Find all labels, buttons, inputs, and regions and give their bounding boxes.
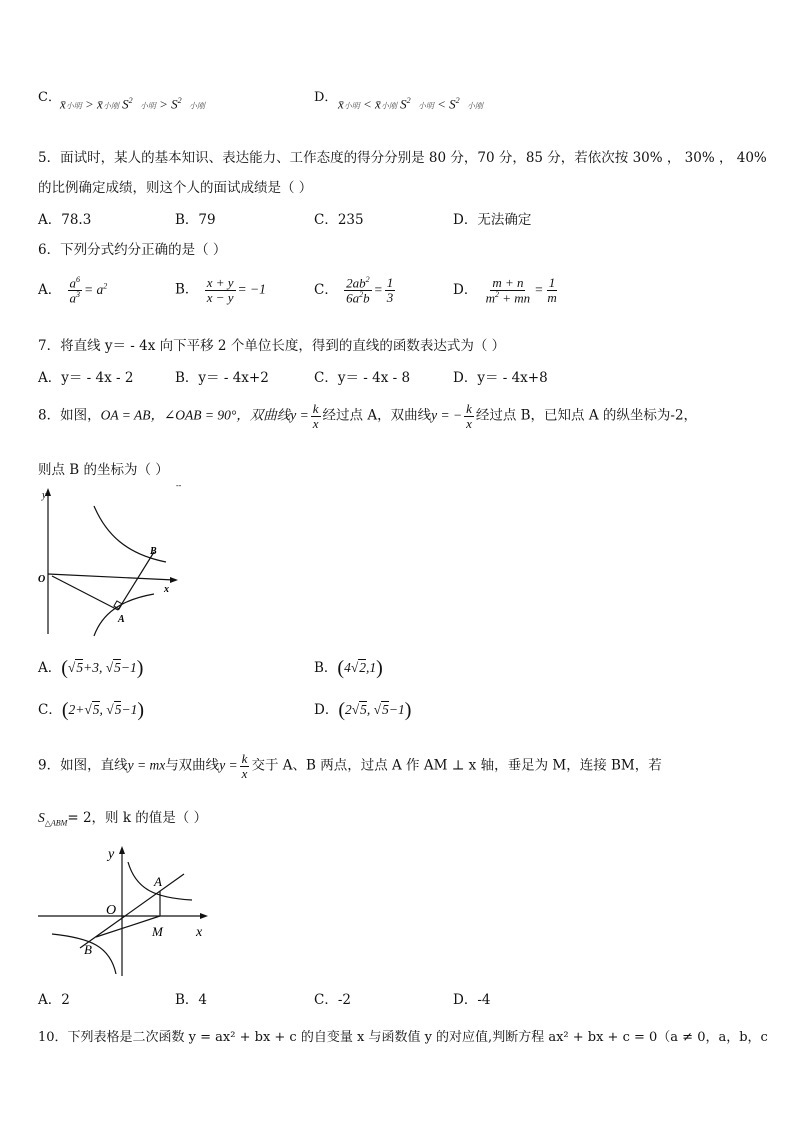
- q7-option-a: A．y＝ - 4x - 2: [38, 370, 134, 386]
- svg-text:B: B: [150, 546, 157, 557]
- svg-text:O: O: [106, 903, 117, 918]
- q9-option-a: A．2: [38, 992, 70, 1008]
- q6-option-a: A． $\frac{a^6}{a^3}$ = $a^2$: [38, 275, 108, 306]
- q5-option-a: A．78.3: [38, 212, 92, 228]
- q9-figure: [36, 842, 216, 978]
- svg-text:A: A: [154, 874, 162, 889]
- q7-option-d: D．y＝ - 4x+8: [453, 370, 548, 386]
- q8-text-2: 则点 B 的坐标为（ ）: [38, 462, 169, 478]
- q10-text: 10．下列表格是二次函数 y = ax² + bx + c 的自变量 x 与函数值 y 的对应值,判断方程 ax² + bx + c = 0（a ≠ 0，a，b，c: [38, 1030, 768, 1045]
- q8-option-c: C．(2+√5, √5−1): [38, 699, 145, 721]
- q7-option-b: B．y＝ - 4x+2: [175, 370, 269, 386]
- q5-text-2: 的比例确定成绩，则这个人的面试成绩是（ ）: [38, 180, 313, 196]
- q9-text: 9．如图，直线y = mx与双曲线y = $\frac{k}{x}$ 交于 A、B 两点，过点 A 作 AM ⊥ x 轴，垂足为 M，连接 BM，若: [38, 751, 662, 781]
- svg-text:y: y: [42, 490, 47, 501]
- q5-option-b: B．79: [175, 212, 216, 228]
- q8-option-d: D．(2√5, √5−1): [314, 699, 412, 721]
- q7-text: 7．将直线 y＝ - 4x 向下平移 2 个单位长度，得到的直线的函数表达式为（ ）: [38, 338, 506, 354]
- q9-text-2: $S_{\triangle ABM}= 2$，则 k 的值是（ ）: [38, 810, 208, 828]
- option-c-formula: x̄小明 > x̄小刚 $S^2$ 小明 > $S^2$ 小刚: [60, 96, 205, 112]
- svg-text:x: x: [164, 584, 169, 595]
- q9-option-d: D．-4: [453, 992, 491, 1008]
- q8-option-b: B．(4√2,1): [314, 657, 383, 679]
- q6-option-b: B． $\frac{x + y}{x - y}$ = −1: [175, 275, 266, 305]
- q7-option-c: C．y＝ - 4x - 8: [314, 370, 411, 386]
- svg-text:B: B: [84, 942, 92, 957]
- svg-text:x: x: [196, 925, 203, 940]
- option-d-formula: x̄小明 < x̄小刚 $S^2$ 小明 < $S^2$ 小刚: [338, 96, 483, 112]
- q6-option-c: C． $\frac{2ab^2}{6a^2b}$ = $\frac{1}{3}$: [314, 275, 394, 306]
- q8-option-a: A．(√5+3, √5−1): [38, 657, 144, 679]
- q5-option-c: C．235: [314, 212, 364, 228]
- q6-option-d: D． $\frac{m + n}{m^2 + mn}$ = $\frac{1}{m}$: [453, 275, 557, 305]
- q9-option-c: C．-2: [314, 992, 351, 1008]
- svg-text:O: O: [38, 574, 46, 585]
- q5-option-d: D．无法确定: [453, 212, 532, 228]
- option-c-label: C．: [38, 90, 61, 105]
- q6-text: 6．下列分式约分正确的是（ ）: [38, 242, 227, 258]
- svg-text:A: A: [118, 614, 125, 625]
- svg-text:‐‐: ‐‐: [176, 484, 181, 490]
- option-d-label: D．: [314, 90, 338, 105]
- q8-figure: [36, 484, 181, 640]
- q8-text: 8．如图，OA = AB，∠OAB = 90°，双曲线y = $\frac{k}{x}$ 经过点 A，双曲线y = − $\frac{k}{x}$ 经过点 B，已知点 A 的纵坐标为-2，: [38, 401, 698, 431]
- svg-text:M: M: [152, 924, 163, 939]
- q5-text: 5．面试时，某人的基本知识、表达能力、工作态度的得分分别是 80 分，70 分，85 分，若依次按 30% ， 30% ， 40%: [38, 150, 767, 166]
- svg-text:y: y: [108, 847, 115, 862]
- q9-option-b: B．4: [175, 992, 208, 1008]
